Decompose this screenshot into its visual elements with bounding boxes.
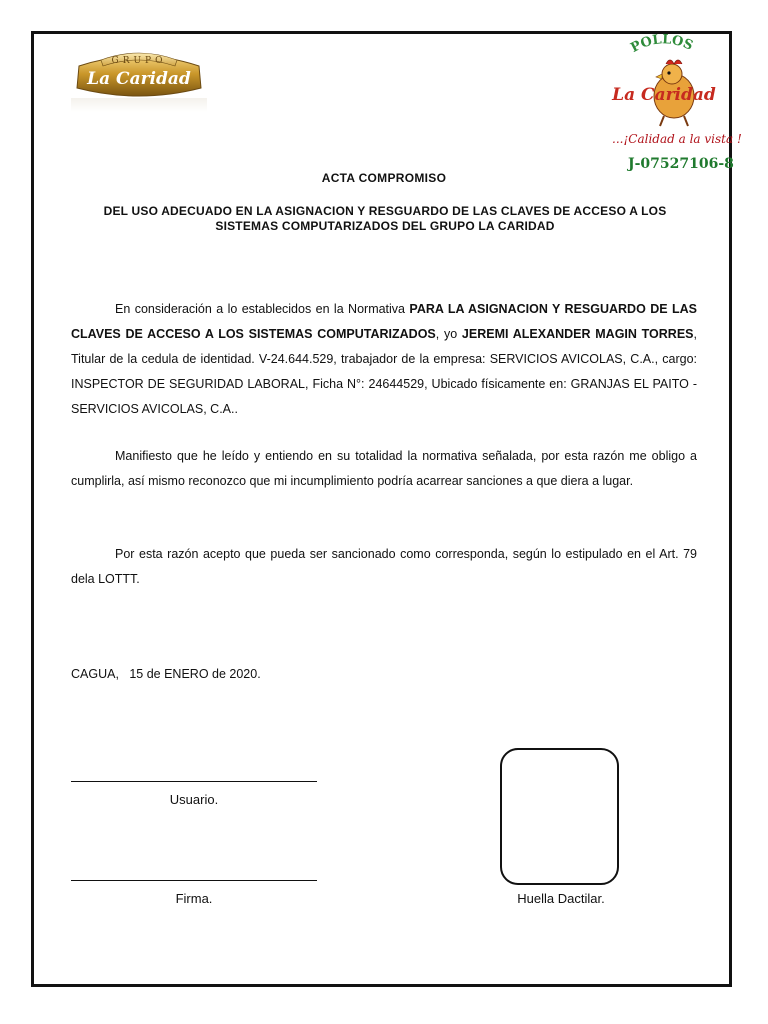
document-subtitle: DEL USO ADECUADO EN LA ASIGNACION Y RESGUARDO DE LAS CLAVES DE ACCESO A LOS SISTEMAS COMPUTARIZADOS DEL GRUPO LA CARIDAD [103,204,667,233]
paragraph-acknowledgement-text: Manifiesto que he leído y entiendo en su totalidad la normativa señalada, por esta razón me obligo a cumplirla, así mismo reconozco que mi incumplimiento podría acarrear sanciones a que diera a lugar. [71,449,697,488]
svg-text:La Caridad: La Caridad [87,69,191,89]
grupo-la-caridad-logo [71,44,207,108]
signature-line [71,880,317,881]
paragraph-acknowledgement [71,444,697,494]
paragraph-sanctions [71,542,697,592]
place-date: CAGUA, 15 de ENERO de 2020. [71,667,261,681]
employee-name: JEREMI ALEXANDER MAGIN TORRES [461,327,694,341]
fingerprint-box [500,748,619,885]
paragraph-yo: , yo [435,327,462,341]
svg-text:GRUPO: GRUPO [111,56,167,66]
paragraph-sanctions-text: Por esta razón acepto que pueda ser sancionado como corresponda, según lo estipulado en el Art. 79 dela LOTTT. [71,547,697,586]
paragraph-employee-details: , Titular de la cedula de identidad. V-24.644.529, trabajador de la empresa: SERVICIOS AVICOLAS, C.A., cargo: INSPECTOR DE SEGURIDAD LABORAL, Ficha N°: 24644529, Ubicado físicamente en: GRANJAS EL PAITO - SERVICIOS AVICOLAS, C.A.. [71,327,697,416]
user-label: Usuario. [169,792,219,807]
document-title: ACTA COMPROMISO [321,171,447,185]
normativa-name: PARA LA ASIGNACION Y RESGUARDO DE LAS CLAVES DE ACCESO A LOS SISTEMAS COMPUTARIZADOS [71,302,697,341]
slogan-text: ...¡Calidad a la vista ! [612,132,742,146]
paragraph-declaration [71,297,697,422]
svg-text:La Caridad: La Caridad [612,85,716,105]
paragraph-intro: En consideración a lo establecidos en la Normativa [115,302,410,316]
svg-text:POLLOS: POLLOS [628,32,696,56]
signature-label: Firma. [175,891,213,906]
user-signature-line [71,781,317,782]
rif-number: J-07527106-8 [628,156,734,172]
fingerprint-label: Huella Dactilar. [517,891,605,906]
